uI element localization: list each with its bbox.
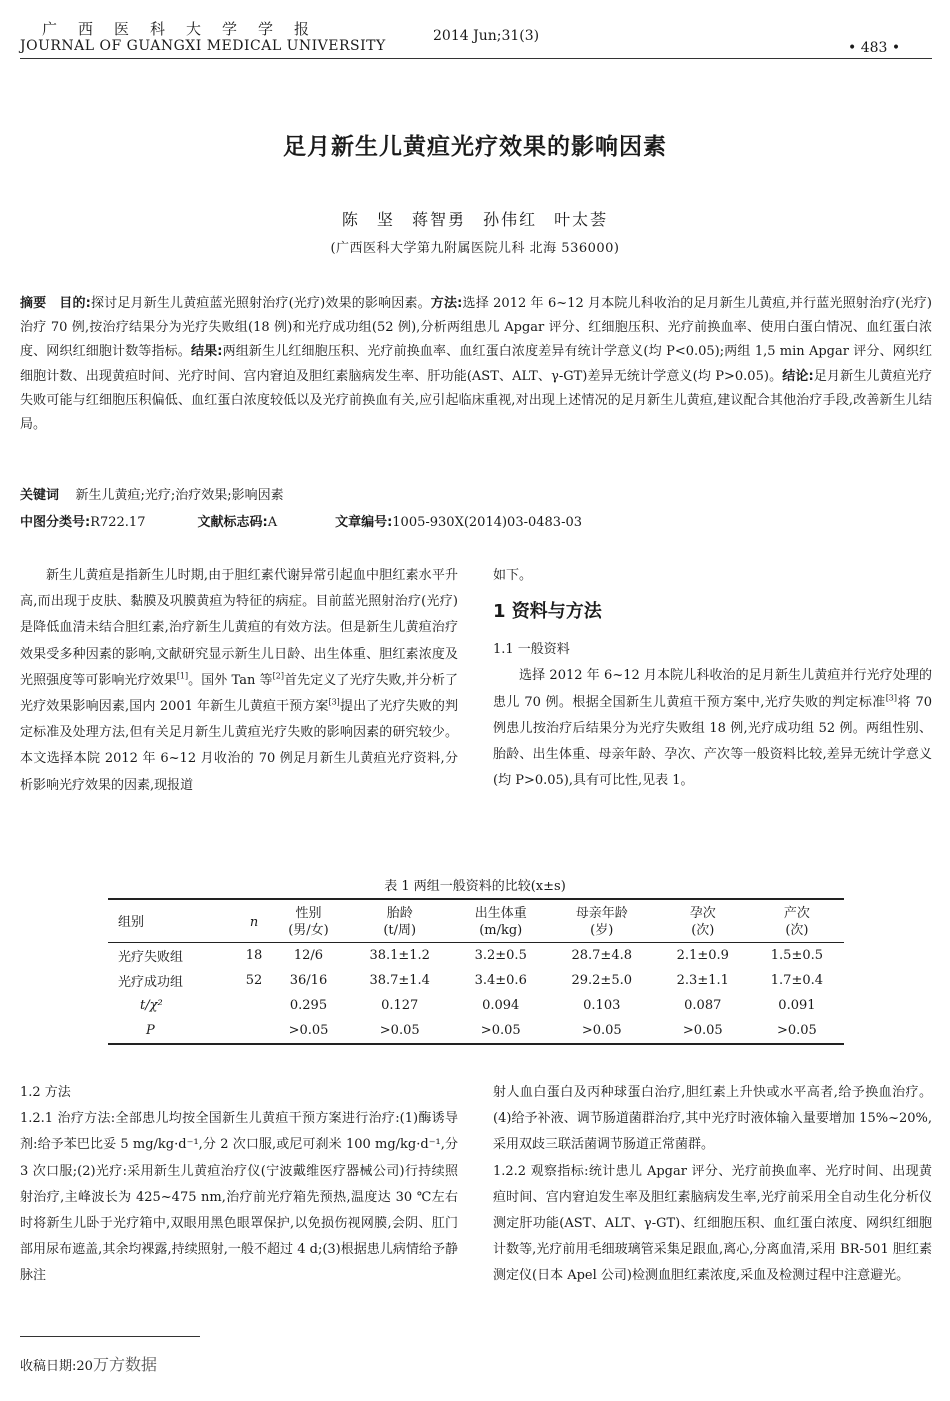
subsection-1-2-1-heading: 1.2.1 治疗方法: — [20, 1111, 116, 1127]
table-cell: 29.2±5.0 — [571, 973, 632, 988]
section1-column — [493, 563, 932, 794]
subsection-1-2-1-paragraph — [20, 1106, 458, 1289]
table-row — [108, 1018, 844, 1044]
table-header-cell: 产次 (次) — [750, 899, 844, 943]
methods-column-right — [493, 1080, 932, 1290]
section1-heading: 1 资料与方法 — [493, 601, 602, 623]
article-no-value: 1005-930X(2014)03-0483-03 — [392, 515, 583, 530]
conclusion-label: 结论: — [782, 368, 814, 384]
intro-text-d: 提出了光疗失败的判定标准及处理方法,但有关足月新生儿黄疸光疗失败的影响因素的研究较少。本文选择本院 2012 年 6~12 月收治的 70 例足月新生儿黄疸光疗资料,分析影响光疗效果的因素,现报道 — [20, 699, 458, 793]
table-cell: 38.7±1.4 — [369, 973, 430, 988]
table-caption: 表 1 两组一般资料的比较(x±s) — [384, 879, 566, 894]
method-label: 方法: — [430, 296, 463, 311]
subsection-1-2-heading: 1.2 方法 — [20, 1085, 71, 1100]
table-cell: 0.091 — [778, 998, 816, 1013]
citation: [3] — [328, 697, 340, 707]
journal-name-cn: 广西医科大学学报 — [42, 20, 331, 38]
table-header-cell: 孕次 (次) — [656, 899, 750, 943]
table-cell: 光疗失败组 — [118, 950, 184, 965]
table-row — [108, 993, 844, 1018]
author-affiliation: (广西医科大学第九附属医院儿科 北海 536000) — [330, 241, 620, 256]
classification-line — [20, 511, 932, 530]
table-header-cell: 性别 (男/女) — [271, 899, 346, 943]
methods-column-left — [20, 1080, 458, 1290]
table-cell: 0.094 — [482, 998, 520, 1013]
intro-text-b: 。国外 Tan 等 — [188, 672, 273, 688]
result-label: 结果: — [190, 344, 223, 360]
conclusion-text: 足月新生儿黄疸光疗失败可能与红细胞压积偏低、血红蛋白浓度较低以及光疗前换血有关,应引起临床重视,对出现上述情况的足月新生儿黄疸,建议配合其他治疗手段,改善新生儿结局。 — [20, 368, 932, 433]
table-header-cell: 出生体重 (m/kg) — [454, 899, 548, 943]
keywords-text: 新生儿黄疸;光疗;治疗效果;影响因素 — [75, 488, 284, 503]
received-date — [20, 1352, 157, 1375]
clc-value: R722.17 — [90, 515, 146, 530]
table-cell: >0.05 — [271, 1018, 346, 1044]
intro-paragraph — [20, 563, 458, 799]
table-header-cell: n — [237, 899, 271, 943]
table-cell: >0.05 — [750, 1018, 844, 1044]
table-cell: 36/16 — [289, 973, 328, 988]
objective-text: 探讨足月新生儿黄疸蓝光照射治疗(光疗)效果的影响因素。 — [90, 296, 431, 311]
table-cell: 12/6 — [293, 948, 324, 963]
footnote-rule — [20, 1336, 200, 1337]
article-no-label: 文章编号: — [335, 515, 393, 530]
subsection-1-1-paragraph — [493, 663, 932, 794]
intro-column — [20, 563, 458, 799]
intro-continued: 如下。 — [493, 568, 533, 583]
table-cell: 0.295 — [289, 998, 328, 1013]
table-cell: 2.1±0.9 — [676, 948, 729, 963]
table-cell — [237, 1018, 271, 1044]
page-number: • 483 • — [848, 40, 901, 56]
intro-text-c: 首先定义了光疗失败,并分析了光疗效果影响因素,国内 2001 年新生儿黄疸干预方案 — [20, 672, 458, 715]
table-cell — [237, 993, 271, 1018]
table-cell: 0.103 — [583, 998, 621, 1013]
table-cell: 3.2±0.5 — [474, 948, 527, 963]
table-header-cell: 组别 — [108, 899, 237, 943]
citation: [2] — [272, 671, 284, 681]
treatment-continued: 射人血白蛋白及丙种球蛋白治疗,胆红素上升快或水平高者,给予换血治疗。(4)给予补液、调节肠道菌群治疗,其中光疗时液体输入量要增加 15%~20%,采用双歧三联活菌调节肠道正常菌群。 — [493, 1085, 932, 1153]
subsection-1-2-2-heading: 1.2.2 观察指标: — [493, 1163, 589, 1179]
abstract-label: 摘要 — [20, 296, 47, 311]
table-cell: >0.05 — [346, 1018, 454, 1044]
table-cell: 0.087 — [684, 998, 722, 1013]
citation: [1] — [176, 671, 189, 681]
table-cell: 1.7±0.4 — [770, 973, 824, 988]
table-cell: 3.4±0.6 — [474, 973, 527, 988]
observation-text: 统计患儿 Apgar 评分、光疗前换血率、光疗时间、出现黄疸时间、宫内窘迫发生率及胆红素脑病发生率,光疗前采用全自动生化分析仪测定肝功能(AST、ALT、γ-GT)、红细胞压积、血红蛋白浓度、网织红细胞计数等,光疗前用毛细玻璃管采集足跟血,离心,分离血清,采用 BR-501 胆红素测定仪(日本 Apel 公司)检测血胆红素浓度,采血及检测过程中注意避光。 — [493, 1163, 932, 1284]
table-cell: 28.7±4.8 — [571, 948, 632, 963]
table-cell: 52 — [245, 973, 263, 988]
table-row — [108, 943, 844, 969]
treatment-text: 全部患儿均按全国新生儿黄疸干预方案进行治疗:(1)酶诱导剂:给予苯巴比妥 5 mg/kg·d⁻¹,分 2 次口服,或尼可刹米 100 mg/kg·d⁻¹,分 3 次口服;(2)光疗:采用新生儿黄疸治疗仪(宁波戴维医疗器械公司)行持续照射治疗,主峰波长为 425~475 nm,治疗前光疗箱先预热,温度达 30 ℃左右时将新生儿卧于光疗箱中,双眼用黑色眼罩保护,以免损伤视网膜,会阴、肛门部用尿布遮盖,其余均裸露,持续照射,一般不超过 4 d;(3)根据患儿病情给予静脉注 — [20, 1111, 459, 1284]
table-row — [108, 968, 844, 993]
objective-label: 目的: — [59, 296, 91, 311]
table-cell: >0.05 — [454, 1018, 548, 1044]
subsection-1-1-heading: 1.1 一般资料 — [493, 642, 570, 658]
intro-text-a: 新生儿黄疸是指新生儿时期,由于胆红素代谢异常引起血中胆红素水平升高,而出现于皮肤、黏膜及巩膜黄疸为特征的病症。目前蓝光照射治疗(光疗)是降低血清未结合胆红素,治疗新生儿黄疸的有效方法。但是新生儿黄疸治疗效果受多种因素的影响,文献研究显示新生儿日龄、出生体重、胆红素浓度及光照强度等可影响光疗效果 — [20, 568, 458, 688]
article-authors: 陈 坚 蒋智勇 孙伟红 叶太荟 — [341, 210, 609, 229]
clc-label: 中图分类号: — [20, 515, 91, 530]
article-title: 足月新生儿黄疸光疗效果的影响因素 — [283, 134, 667, 160]
journal-issue: 2014 Jun;31(3) — [433, 28, 540, 44]
keywords-label: 关键词 — [20, 488, 60, 503]
table-cell: P — [108, 1018, 237, 1044]
citation: [3] — [885, 693, 898, 703]
subsection-1-2-2-paragraph — [493, 1159, 932, 1290]
table-cell: 0.127 — [381, 998, 419, 1013]
header-rule — [20, 58, 932, 59]
method-text: 选择 2012 年 6~12 月本院儿科收治的足月新生儿黄疸,并行蓝光照射治疗(光疗)治疗 70 例,按治疗结果分为光疗失败组(18 例)和光疗成功组(52 例),分析两组患儿 Apgar 评分、红细胞压积、光疗前换血率、使用白蛋白情况、血红蛋白浓度、网织红细胞计数等指标。 — [20, 296, 932, 360]
table-header-row — [108, 899, 844, 943]
watermark: 万方数据 — [92, 1355, 157, 1374]
table-header-cell: 胎龄 (t/周) — [346, 899, 454, 943]
table-header-cell: 母亲年龄 (岁) — [548, 899, 656, 943]
table-cell: 光疗成功组 — [118, 975, 184, 990]
doc-code-label: 文献标志码: — [197, 515, 268, 530]
table-cell: 2.3±1.1 — [676, 973, 729, 988]
result-text: 两组新生儿红细胞压积、光疗前换血率、血红蛋白浓度差异有统计学意义(均 P<0.05);两组 1,5 min Apgar 评分、网织红细胞计数、出现黄疸时间、光疗时间、宫内窘迫及胆红素脑病发生率、肝功能(AST、ALT、γ-GT)差异无统计学意义(均 P>0.05)。 — [20, 344, 932, 384]
table-cell: 1.5±0.5 — [770, 948, 824, 963]
table-cell: 18 — [245, 948, 263, 963]
abstract — [20, 292, 932, 437]
keywords — [20, 484, 932, 503]
table-cell: >0.05 — [548, 1018, 656, 1044]
journal-name-en: JOURNAL OF GUANGXI MEDICAL UNIVERSITY — [20, 38, 386, 54]
sec1-text-a: 选择 2012 年 6~12 月本院儿科收治的足月新生儿黄疸并行光疗处理的患儿 70 例。根据全国新生儿黄疸干预方案中,光疗失败的判定标准 — [493, 668, 932, 710]
table-cell: t/χ² — [140, 998, 163, 1013]
sec1-text-b: 将 70 例患儿按治疗后结果分为光疗失败组 18 例,光疗成功组 52 例。两组性别、胎龄、出生体重、母亲年龄、孕次、产次等一般资料比较,差异无统计学意义(均 P>0.05),具有可比性,见表 1。 — [493, 694, 932, 789]
table-1 — [108, 898, 844, 1045]
table-cell: >0.05 — [656, 1018, 750, 1044]
received-label: 收稿日期:20 — [20, 1359, 93, 1374]
table-cell: 38.1±1.2 — [369, 948, 430, 963]
doc-code-value: A — [267, 515, 278, 530]
